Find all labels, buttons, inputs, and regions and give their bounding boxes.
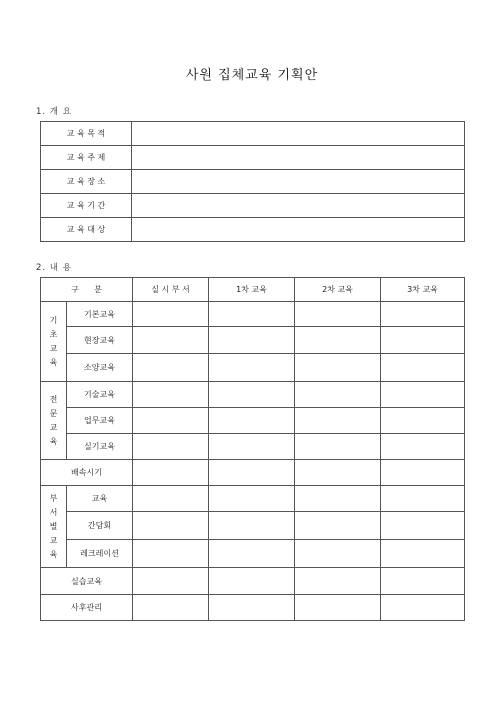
overview-row-label: 교 육 장 소 xyxy=(41,170,132,194)
group-label-specialty xyxy=(41,382,67,460)
overview-cell-input[interactable] xyxy=(132,122,465,146)
cell-input[interactable] xyxy=(133,512,209,540)
row-label-education: 교육 xyxy=(67,486,133,512)
cell-input[interactable] xyxy=(381,595,465,621)
cell-input[interactable] xyxy=(209,354,295,382)
vertical-group-text: 기 초 교 육 xyxy=(49,315,58,367)
cell-input[interactable] xyxy=(133,568,209,595)
cell-input[interactable] xyxy=(381,408,465,434)
cell-input[interactable] xyxy=(209,460,295,486)
cell-input[interactable] xyxy=(209,302,295,327)
row-label-recreation: 레크레이션 xyxy=(67,540,133,568)
table-row xyxy=(41,434,465,460)
cell-input[interactable] xyxy=(133,382,209,408)
cell-input[interactable] xyxy=(209,408,295,434)
table-row xyxy=(41,568,465,595)
cell-input[interactable] xyxy=(295,434,381,460)
cell-input[interactable] xyxy=(295,486,381,512)
table-row xyxy=(41,460,465,486)
section-contents-label: 2. 내 용 xyxy=(36,263,72,273)
cell-input[interactable] xyxy=(133,540,209,568)
cell-input[interactable] xyxy=(133,434,209,460)
cell-input[interactable] xyxy=(133,327,209,354)
row-label-technical-education: 기술교육 xyxy=(67,382,133,408)
overview-cell-input[interactable] xyxy=(132,146,465,170)
cell-input[interactable] xyxy=(295,460,381,486)
cell-input[interactable] xyxy=(295,354,381,382)
overview-row xyxy=(41,194,465,218)
cell-input[interactable] xyxy=(209,486,295,512)
cell-input[interactable] xyxy=(209,382,295,408)
overview-row xyxy=(41,146,465,170)
vertical-group-text: 전 문 교 육 xyxy=(49,394,58,446)
header-round-2: 2차 교육 xyxy=(295,278,381,302)
contents-table xyxy=(40,277,465,621)
overview-row xyxy=(41,218,465,242)
group-label-department xyxy=(41,486,67,568)
table-row xyxy=(41,486,465,512)
cell-input[interactable] xyxy=(381,354,465,382)
row-label-assignment-period: 배속시기 xyxy=(41,460,133,486)
cell-input[interactable] xyxy=(381,540,465,568)
row-label-practice-education: 실습교육 xyxy=(41,568,133,595)
overview-row-label: 교 육 기 간 xyxy=(41,194,132,218)
cell-input[interactable] xyxy=(381,460,465,486)
document-title: 사원 집체교육 기획안 xyxy=(185,68,319,83)
cell-input[interactable] xyxy=(209,595,295,621)
cell-input[interactable] xyxy=(295,382,381,408)
cell-input[interactable] xyxy=(209,512,295,540)
overview-row xyxy=(41,122,465,146)
cell-input[interactable] xyxy=(209,434,295,460)
cell-input[interactable] xyxy=(133,486,209,512)
section-overview-label: 1. 개 요 xyxy=(36,107,72,117)
row-label-follow-up: 사후관리 xyxy=(41,595,133,621)
table-row xyxy=(41,540,465,568)
overview-row-label: 교 육 목 적 xyxy=(41,122,132,146)
table-row xyxy=(41,382,465,408)
header-row xyxy=(41,278,465,302)
header-round-1: 1차 교육 xyxy=(209,278,295,302)
cell-input[interactable] xyxy=(295,540,381,568)
row-label-meeting: 간담회 xyxy=(67,512,133,540)
row-label-practical-education: 실기교육 xyxy=(67,434,133,460)
overview-row-label: 교 육 주 제 xyxy=(41,146,132,170)
overview-table xyxy=(40,121,465,242)
group-label-basic xyxy=(41,302,67,382)
overview-cell-input[interactable] xyxy=(132,194,465,218)
table-row xyxy=(41,354,465,382)
table-row xyxy=(41,595,465,621)
header-category: 구 분 xyxy=(41,278,133,302)
cell-input[interactable] xyxy=(209,568,295,595)
cell-input[interactable] xyxy=(381,327,465,354)
cell-input[interactable] xyxy=(295,595,381,621)
row-label-basic-education: 기본교육 xyxy=(67,302,133,327)
table-row xyxy=(41,302,465,327)
cell-input[interactable] xyxy=(295,408,381,434)
cell-input[interactable] xyxy=(133,595,209,621)
header-department: 실 시 부 서 xyxy=(133,278,209,302)
cell-input[interactable] xyxy=(133,302,209,327)
overview-cell-input[interactable] xyxy=(132,218,465,242)
overview-row-label: 교 육 대 상 xyxy=(41,218,132,242)
cell-input[interactable] xyxy=(381,302,465,327)
cell-input[interactable] xyxy=(209,540,295,568)
overview-row xyxy=(41,170,465,194)
table-row xyxy=(41,512,465,540)
cell-input[interactable] xyxy=(295,568,381,595)
cell-input[interactable] xyxy=(381,434,465,460)
cell-input[interactable] xyxy=(133,408,209,434)
cell-input[interactable] xyxy=(295,302,381,327)
vertical-group-text: 부 서 별 교 육 xyxy=(49,493,58,559)
cell-input[interactable] xyxy=(381,382,465,408)
row-label-field-education: 현장교육 xyxy=(67,327,133,354)
cell-input[interactable] xyxy=(295,512,381,540)
cell-input[interactable] xyxy=(295,327,381,354)
cell-input[interactable] xyxy=(381,486,465,512)
table-row xyxy=(41,327,465,354)
cell-input[interactable] xyxy=(381,568,465,595)
overview-cell-input[interactable] xyxy=(132,170,465,194)
row-label-culture-education: 소양교육 xyxy=(67,354,133,382)
row-label-work-education: 업무교육 xyxy=(67,408,133,434)
cell-input[interactable] xyxy=(381,512,465,540)
cell-input[interactable] xyxy=(209,327,295,354)
header-round-3: 3차 교육 xyxy=(381,278,465,302)
cell-input[interactable] xyxy=(133,460,209,486)
cell-input[interactable] xyxy=(133,354,209,382)
table-row xyxy=(41,408,465,434)
